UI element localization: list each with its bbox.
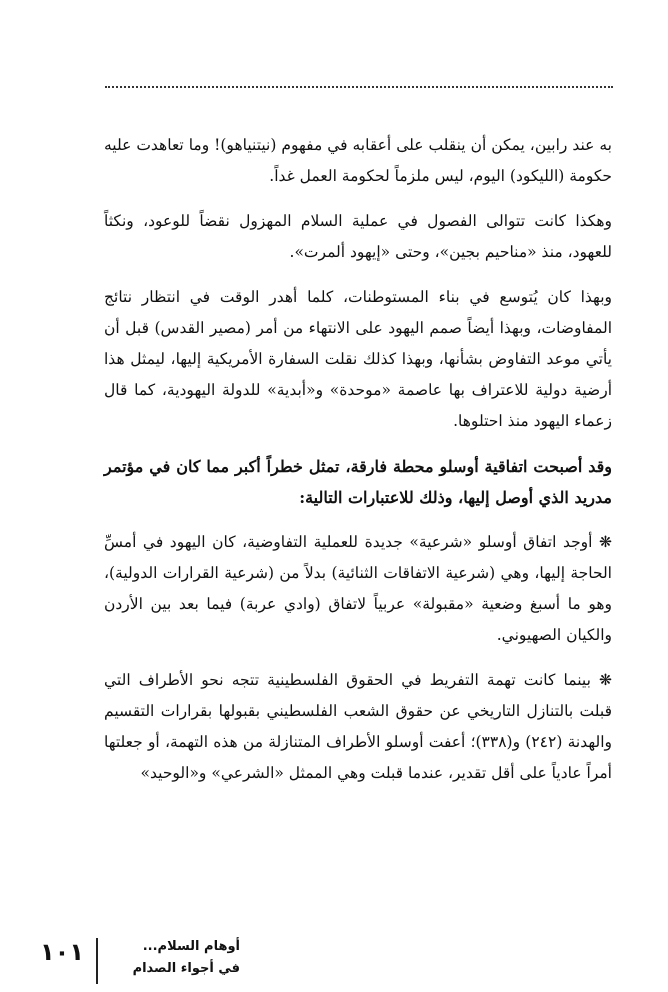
bullet-paragraph: ❋ أوجد اتفاق أوسلو «شرعية» جديدة للعملية التفاوضية، كان اليهود في أمسِّ الحاجة إليها، وهي (شرعية الاتفاقات الثنائية) بدلاً من (شرعية القرارات الدولية)، وهو ما أسبغ وضعية «مقبولة» عربياً لاتفاق (وادي عربة) فيما بعد بين الأردن والكيان الصهيوني. <box>104 533 612 644</box>
book-title-line: أوهام السلام... <box>142 939 240 954</box>
book-title-line: في أجواء الصدام <box>132 961 240 976</box>
header-dotted-rule <box>105 86 613 88</box>
paragraph: وهكذا كانت تتوالى الفصول في عملية السلام المهزول نقضاً للوعود، ونكثاً للعهود، منذ «مناحيم بجين»، وحتى «إيهود ألمرت». <box>104 212 612 261</box>
paragraph: به عند رابين، يمكن أن ينقلب على أعقابه في مفهوم (نيتنياهو)! وما تعاهدت عليه حكومة (الليكود) اليوم، ليس ملزماً لحكومة العمل غداً. <box>104 136 612 185</box>
bold-paragraph: وقد أصبحت اتفاقية أوسلو محطة فارقة، تمثل خطراً أكبر مما كان في مؤتمر مدريد الذي أوصل إليها، وذلك للاعتبارات التالية: <box>104 457 612 507</box>
page-number: ١٠١ <box>40 938 84 966</box>
bullet-paragraph: ❋ بينما كانت تهمة التفريط في الحقوق الفلسطينية تتجه نحو الأطراف التي قبلت بالتنازل التاريخي عن حقوق الشعب الفلسطيني بقبولها بقرارات التقسيم والهدنة (٢٤٢) و(٣٣٨)؛ أعفت أوسلو الأطراف المتنازلة من هذه التهمة، أو جعلتها أمراً عادياً على أقل تقدير، عندما قبلت وهي الممثل «الشرعي» و«الوحيد» <box>104 671 612 782</box>
page-footer <box>30 936 240 992</box>
page-body <box>104 130 612 803</box>
paragraph: وبهذا كان يُتوسع في بناء المستوطنات، كلما أهدر الوقت في انتظار نتائج المفاوضات، وبهذا أيضاً صمم اليهود على الانتهاء من أمر (مصير القدس) قبل أن يأتي موعد التفاوض بشأنها، وبهذا كذلك نقلت السفارة الأمريكية إليها، ليمثل هذا أرضية دولية للاعتراف بها عاصمة «موحدة» و«أبدية» للدولة اليهودية، كما قال زعماء اليهود منذ احتلوها. <box>104 288 612 430</box>
footer-divider <box>96 938 98 984</box>
running-book-title <box>104 936 240 980</box>
